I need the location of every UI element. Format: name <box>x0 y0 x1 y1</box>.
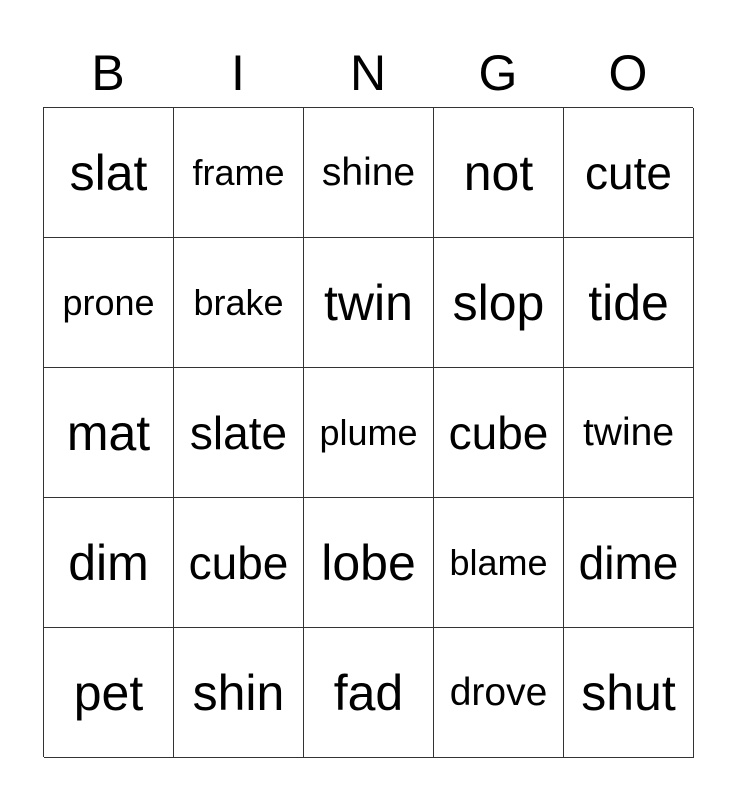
bingo-cell: twine <box>564 368 694 498</box>
bingo-cell: slate <box>174 368 304 498</box>
header-letter-i: I <box>231 45 245 101</box>
bingo-cell: cube <box>434 368 564 498</box>
bingo-cell: mat <box>44 368 174 498</box>
bingo-cell: not <box>434 108 564 238</box>
bingo-cell: frame <box>174 108 304 238</box>
bingo-cell: twin <box>304 238 434 368</box>
bingo-cell: blame <box>434 498 564 628</box>
header-letter-b: B <box>91 45 125 101</box>
header-letter-n: N <box>349 45 387 101</box>
bingo-cell: slop <box>434 238 564 368</box>
bingo-cell: shine <box>304 108 434 238</box>
bingo-cell: plume <box>304 368 434 498</box>
bingo-cell: prone <box>44 238 174 368</box>
bingo-cell: shut <box>564 628 694 758</box>
bingo-cell: fad <box>304 628 434 758</box>
bingo-cell: tide <box>564 238 694 368</box>
bingo-cell: dime <box>564 498 694 628</box>
header-letter-o: O <box>608 45 648 101</box>
bingo-cell: dim <box>44 498 174 628</box>
bingo-cell: cube <box>174 498 304 628</box>
header-letter-g: G <box>478 45 518 101</box>
bingo-cell: slat <box>44 108 174 238</box>
bingo-cell: lobe <box>304 498 434 628</box>
bingo-cell: pet <box>44 628 174 758</box>
bingo-cell: brake <box>174 238 304 368</box>
bingo-board <box>43 107 693 757</box>
bingo-cell: drove <box>434 628 564 758</box>
bingo-cell: cute <box>564 108 694 238</box>
bingo-header <box>43 40 693 106</box>
bingo-cell: shin <box>174 628 304 758</box>
